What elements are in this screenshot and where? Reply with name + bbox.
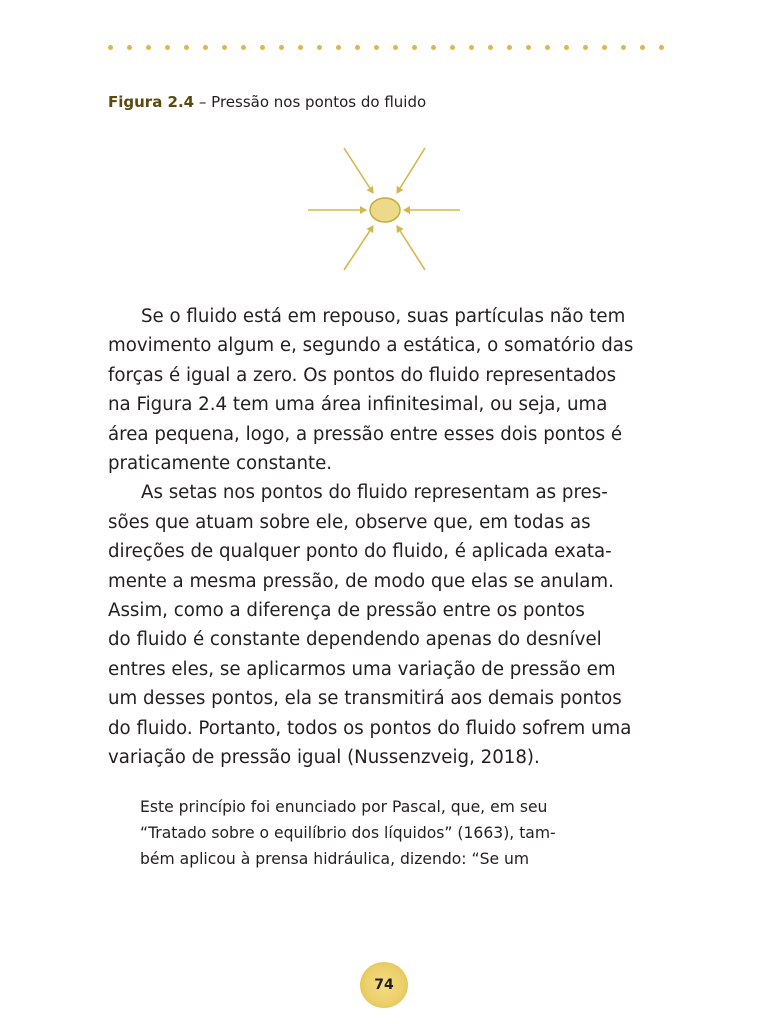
body-text-line: do fluido. Portanto, todos os pontos do fluido sofrem uma <box>108 717 632 739</box>
decorative-dot <box>165 45 170 50</box>
decorative-dot <box>241 45 246 50</box>
body-text-line: entres eles, se aplicarmos uma variação de pressão em <box>108 658 616 680</box>
decorative-dot <box>374 45 379 50</box>
body-paragraphs <box>108 302 668 773</box>
decorative-dot-border <box>108 45 664 51</box>
decorative-dot <box>279 45 284 50</box>
decorative-dot <box>260 45 265 50</box>
body-text-line: um desses pontos, ela se transmitirá aos demais pontos <box>108 688 622 710</box>
decorative-dot <box>507 45 512 50</box>
body-text-line: mente a mesma pressão, de modo que elas se anulam. <box>108 570 614 592</box>
decorative-dot <box>203 45 208 50</box>
decorative-dot <box>431 45 436 50</box>
body-text-line: direções de qualquer ponto do fluido, é aplicada exata- <box>108 541 612 563</box>
decorative-dot <box>127 45 132 50</box>
body-text-line: forças é igual a zero. Os pontos do fluido representados <box>108 364 617 386</box>
fluid-point-pressure-diagram <box>300 140 470 280</box>
decorative-dot <box>222 45 227 50</box>
quote-text-line: bém aplicou à prensa hidráulica, dizendo: “Se um <box>140 850 530 868</box>
decorative-dot <box>602 45 607 50</box>
body-text-line: área pequena, logo, a pressão entre esses dois pontos é <box>108 423 623 445</box>
decorative-dot <box>298 45 303 50</box>
decorative-dot <box>564 45 569 50</box>
decorative-dot <box>659 45 664 50</box>
body-text-line: variação de pressão igual (Nussenzveig, 2018). <box>108 747 540 769</box>
body-text-line: movimento algum e, segundo a estática, o somatório das <box>108 335 634 357</box>
body-text-line: praticamente constante. <box>108 453 333 475</box>
decorative-dot <box>317 45 322 50</box>
decorative-dot <box>393 45 398 50</box>
body-text-line: do fluido é constante dependendo apenas do desnível <box>108 629 602 651</box>
decorative-dot <box>336 45 341 50</box>
decorative-dot <box>583 45 588 50</box>
body-text-line: sões que atuam sobre ele, observe que, em todas as <box>108 511 591 533</box>
decorative-dot <box>450 45 455 50</box>
decorative-dot <box>640 45 645 50</box>
figure-caption-text: – Pressão nos pontos do fluido <box>194 93 427 111</box>
decorative-dot <box>488 45 493 50</box>
quote-paragraph <box>140 794 660 872</box>
quote-text-line: “Tratado sobre o equilíbrio dos líquidos” (1663), tam- <box>140 824 556 842</box>
decorative-dot <box>526 45 531 50</box>
body-text-line: As setas nos pontos do fluido representam as pres- <box>141 482 608 504</box>
body-text-line: Assim, como a diferença de pressão entre os pontos <box>108 600 585 622</box>
figure-caption <box>108 93 426 111</box>
page-number: 74 <box>360 962 408 1008</box>
arrow-top-right <box>397 148 425 193</box>
decorative-dot <box>621 45 626 50</box>
arrow-bottom-left <box>344 226 373 270</box>
decorative-dot <box>545 45 550 50</box>
arrow-bottom-right <box>397 226 425 270</box>
arrow-top-left <box>344 148 373 193</box>
body-text-line: na Figura 2.4 tem uma área infinitesimal, ou seja, uma <box>108 394 608 416</box>
decorative-dot <box>355 45 360 50</box>
decorative-dot <box>184 45 189 50</box>
decorative-dot <box>108 45 113 50</box>
decorative-dot <box>469 45 474 50</box>
decorative-dot <box>412 45 417 50</box>
decorative-dot <box>146 45 151 50</box>
quote-text-line: Este princípio foi enunciado por Pascal, que, em seu <box>140 798 548 816</box>
body-text-line: Se o fluido está em repouso, suas partículas não tem <box>141 306 626 327</box>
fluid-point <box>370 198 400 222</box>
figure-label: Figura 2.4 <box>108 93 195 111</box>
